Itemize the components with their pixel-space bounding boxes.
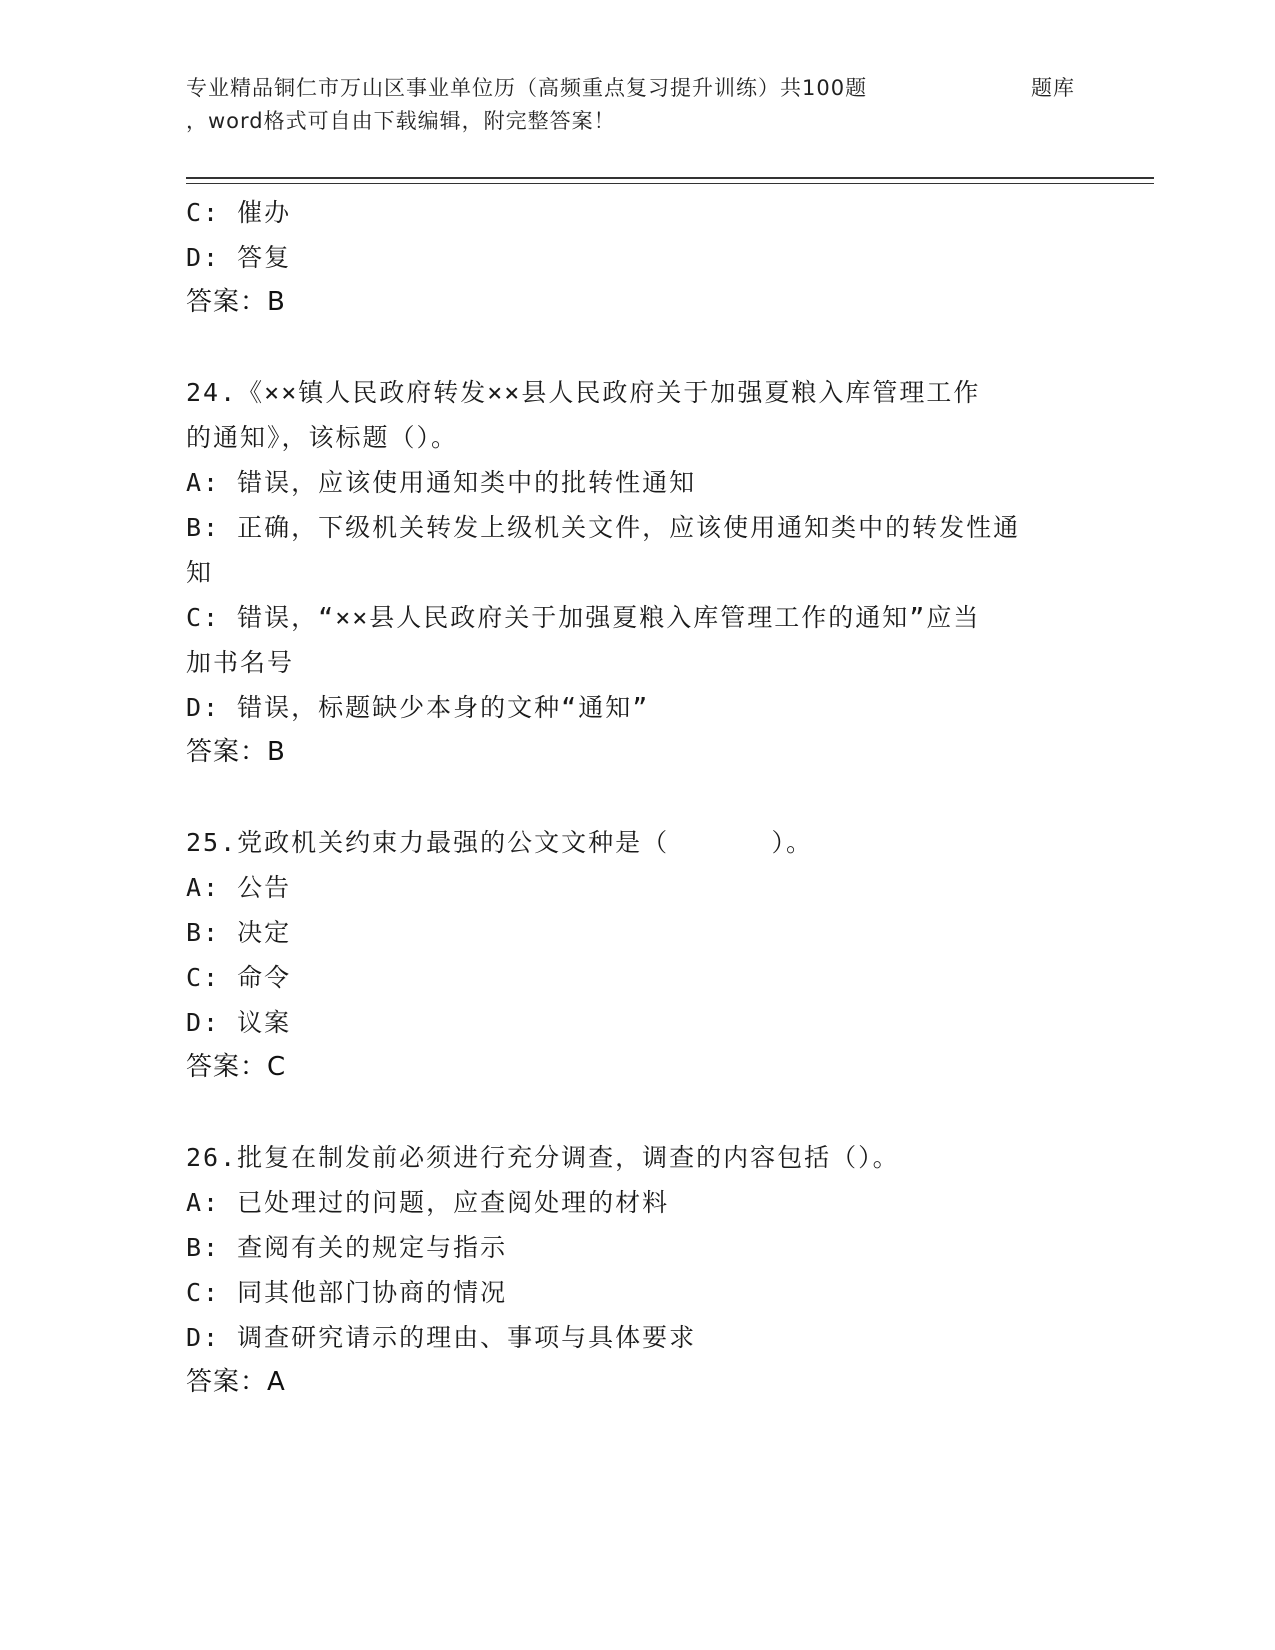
answer-label: 答案：C	[186, 1052, 287, 1082]
header-subtitle: ，word格式可自由下载编辑，附完整答案！	[186, 109, 616, 133]
question-26	[186, 1135, 1066, 1405]
option-d: D: 调查研究请示的理由、事项与具体要求	[186, 1323, 697, 1352]
option-c: C: 催办	[186, 198, 292, 227]
option-b: B: 查阅有关的规定与指示	[186, 1233, 508, 1262]
option-c: C: 命令	[186, 963, 292, 992]
header-divider-thin	[186, 183, 1154, 184]
question-stem: 24.《××镇人民政府转发××县人民政府关于加强夏粮入库管理工作	[186, 378, 981, 407]
question-stem: 26.批复在制发前必须进行充分调查，调查的内容包括（）。	[186, 1143, 900, 1172]
spacer	[186, 1090, 1066, 1135]
header-divider	[186, 177, 1154, 179]
question-25	[186, 820, 1066, 1090]
question-list	[186, 190, 1066, 1405]
option-a: A: 公告	[186, 873, 292, 902]
option-c: C: 同其他部门协商的情况	[186, 1278, 508, 1307]
option-d: D: 议案	[186, 1008, 292, 1037]
answer-label: 答案：B	[186, 287, 286, 317]
option-b: B: 正确，下级机关转发上级机关文件，应该使用通知类中的转发性通	[186, 513, 1021, 542]
option-d: D: 错误，标题缺少本身的文种“通知”	[186, 693, 650, 722]
option-b: B: 决定	[186, 918, 292, 947]
page-header	[186, 72, 1146, 138]
spacer	[186, 325, 1066, 370]
option-a: A: 已处理过的问题，应查阅处理的材料	[186, 1188, 670, 1217]
option-c: C: 错误，“××县人民政府关于加强夏粮入库管理工作的通知”应当	[186, 603, 981, 632]
option-a: A: 错误，应该使用通知类中的批转性通知	[186, 468, 697, 497]
question-stem: 25.党政机关约束力最强的公文文种是（ ）。	[186, 828, 813, 857]
question-23	[186, 190, 1066, 325]
option-c-cont: 加书名号	[186, 648, 295, 677]
option-d: D: 答复	[186, 243, 292, 272]
answer-label: 答案：A	[186, 1367, 286, 1397]
option-b-cont: 知	[186, 558, 214, 587]
question-stem-cont: 的通知》，该标题（）。	[186, 423, 459, 452]
header-title-right: 题库	[1031, 76, 1075, 100]
header-title-line	[186, 72, 1146, 105]
header-title: 专业精品铜仁市万山区事业单位历（高频重点复习提升训练）共100题	[186, 76, 868, 100]
spacer	[186, 775, 1066, 820]
question-24	[186, 370, 1066, 775]
answer-label: 答案：B	[186, 737, 286, 767]
